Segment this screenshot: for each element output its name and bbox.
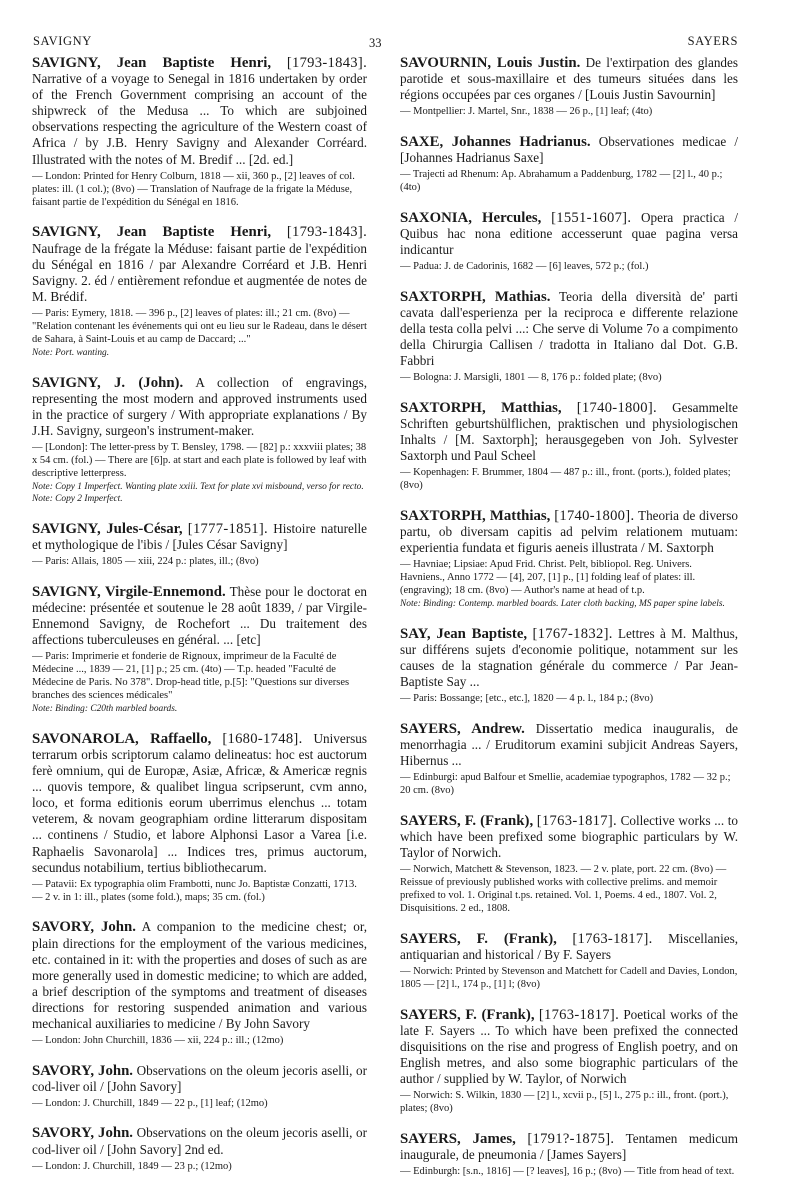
entry-title-line (32, 919, 367, 1032)
catalogue-entry (32, 584, 367, 716)
entry-imprint: — London: J. Churchill, 1849 — 23 p.; (12mo) (32, 1160, 232, 1172)
entry-title-line (32, 521, 367, 553)
entry-title: Thèse pour le doctorat en médecine: présentée et soutenue le 28 août 1839, / par Virgile-Ennemond Savigny, de Rochefort ... Du traitement des affections tuberculeuses en général. ... [etc] (32, 583, 367, 647)
entry-dates: [1763-1817]. (572, 930, 653, 947)
entry-heading: SAVORY, John. (32, 1125, 134, 1142)
entry-title-line (32, 224, 367, 304)
entry-title: Miscellanies, antiquarian and historical / By F. Sayers (400, 930, 738, 962)
catalogue-entry (400, 1007, 738, 1116)
entry-title-line (32, 1125, 367, 1157)
entry-imprint: — Edinburgi: apud Balfour et Smellie, academiae typographos, 1782 — 32 p.; 20 cm. (8vo) (400, 772, 731, 797)
entry-dates: [1767-1832]. (532, 625, 613, 642)
entry-title-line (400, 400, 738, 464)
entry-title: Lettres à M. Malthus, sur différens sujets d'economie politique, notamment sur les causes de la stagnation générale du commerce / Par Jean-Baptiste Say ... (400, 625, 738, 690)
entry-heading: SAVIGNY, J. (John). (32, 374, 184, 391)
entry-heading: SAVIGNY, Jean Baptiste Henri, (32, 55, 272, 71)
entry-title-line (400, 931, 738, 963)
catalogue-entry (32, 731, 367, 904)
entry-dates: [1791?-1875]. (527, 1130, 615, 1147)
entry-imprint: — Trajecti ad Rhenum: Ap. Abrahamum a Paddenburg, 1782 — [2] l., 40 p.; (4to) (400, 169, 723, 194)
entry-imprint: — Paris: Imprimerie et fonderie de Rignoux, imprimeur de la Faculté de Médecine ..., 1839 — 21, [1] p.; 25 cm. (4to) — T.p. headed "Faculté de Médecine de Paris. No 378". Drop-head title, p.[5]: "Questions sur diverses branches des sciences médicales" (32, 651, 350, 702)
catalogue-entry (32, 1063, 367, 1110)
entry-heading: SAY, Jean Baptiste, (400, 625, 528, 642)
entry-title-line (400, 813, 738, 861)
catalogue-entry (400, 134, 738, 194)
entry-title-line (400, 55, 738, 103)
running-head-right: SAYERS (687, 34, 738, 48)
entry-dates: [1793-1843]. (286, 55, 367, 71)
catalogue-entry (32, 1125, 367, 1172)
catalogue-entry (400, 289, 738, 385)
entry-heading: SAVIGNY, Jean Baptiste Henri, (32, 224, 272, 241)
catalogue-entry (400, 721, 738, 797)
entry-imprint: — Norwich: S. Wilkin, 1830 — [2] l., xcvii p., [5] l., 275 p.: ill., front. (port.), plates; (8vo) (400, 1090, 729, 1115)
entry-title: Gesammelte Schriften geburtshülflichen, praktischen und physiologischen Inhalts / [M. Saxtorph]; herausgegeben von Joh. Sylvester Saxtorph und Paul Scheel (400, 399, 738, 463)
entry-heading: SAYERS, F. (Frank), (400, 930, 557, 947)
entry-imprint: — Patavii: Ex typographia olim Frambotti, nunc Jo. Baptistæ Conzatti, 1713. — 2 v. in 1: ill., plates (some fold.), maps; 35 cm. (fol.) (32, 878, 357, 903)
entry-note: Note: Copy 1 Imperfect. Wanting plate xxiii. Text for plate xvi misbound, verso for recto. Note: Copy 2 Imperfect. (32, 482, 364, 505)
entry-title-line (400, 1007, 738, 1087)
entry-imprint: — Norwich: Printed by Stevenson and Matchett for Cadell and Davies, London, 1805 — [2] l., 174 p., [1] l; (8vo) (400, 966, 738, 991)
entry-heading: SAYERS, F. (Frank), (400, 812, 534, 829)
entry-heading: SAXONIA, Hercules, (400, 209, 542, 226)
entry-imprint: — Havniae; Lipsiae: Apud Frid. Christ. Pelt, bibliopol. Reg. Univers. Havniens., Anno 1772 — [4], 207, [1] p., [1] folding leaf of plates: ill. (engraving); 18 cm. (8vo) — Author's name at head of t.p. (400, 559, 696, 597)
running-head (33, 34, 738, 54)
entry-imprint: — Paris: Bossange; [etc., etc.], 1820 — 4 p. l., 184 p.; (8vo) (400, 693, 654, 705)
catalogue-entry (400, 508, 738, 611)
entry-heading: SAYERS, F. (Frank), (400, 1006, 535, 1023)
entry-heading: SAYERS, Andrew. (400, 720, 525, 737)
catalogue-entry (400, 55, 738, 118)
entry-title: Naufrage de la frégate la Méduse: faisant partie de l'expédition du Sénégal en 1816 / par Alexandre Corréard et J.B. Henri Savigny. 2. éd / entièrement refondue et augmentée de notes de M. Brédif. (32, 240, 367, 304)
catalogue-entry (32, 919, 367, 1047)
entry-title: Observations on the oleum jecoris aselli, or cod-liver oil / [John Savory] (32, 1062, 367, 1094)
entry-imprint: — London: J. Churchill, 1849 — 22 p., [1] leaf; (12mo) (32, 1097, 268, 1109)
right-column (400, 55, 738, 1194)
entry-title-line (400, 721, 738, 769)
entry-dates: [1763-1817]. (536, 812, 617, 829)
entry-imprint: — Paris: Eymery, 1818. — 396 p., [2] leaves of plates: ill.; 21 cm. (8vo) — "Relation contenant les événements qui ont eu lieu sur le Radeau, dans le désert de Sahara, à Saint-Louis et au camp de Daccard; ..." (32, 307, 367, 346)
entry-title-line (400, 210, 738, 258)
entry-title: Poetical works of the late F. Sayers ... To which have been prefixed the connected disquisitions on the rise and progress of English poetry, and on English metres, and also some biographic particulars of the author / supplied by W. Taylor, of Norwich (400, 1006, 738, 1087)
entry-title: Narrative of a voyage to Senegal in 1816 undertaken by order of the French Government comprising an account of the shipwreck of the Medusa ... To which are subjoined observations respecting the agriculture of the Western coast of Africa / by J.B. Henry Savigny and Alexander Corréard. Illustrated with the notes of M. Bredif ... [2d. ed.] (32, 71, 367, 167)
entry-title-line (32, 55, 367, 168)
entry-title: Dissertatio medica inauguralis, de menorrhagia ... / Eruditorum examini subjicit Andreas Sayers, Hibernus ... (400, 720, 738, 768)
catalogue-entry (32, 224, 367, 359)
catalogue-entry (400, 931, 738, 991)
entry-title: Opera practica / Quibus hac nona editione accesserunt quae pagina versa indicantur (400, 209, 738, 257)
entry-heading: SAXE, Johannes Hadrianus. (400, 133, 591, 150)
left-column (32, 55, 367, 1188)
catalogue-entry (400, 626, 738, 705)
entry-title-line (32, 1063, 367, 1095)
entry-dates: [1740-1800]. (554, 507, 635, 524)
entry-imprint: — Padua: J. de Cadorinis, 1682 — [6] leaves, 572 p.; (fol.) (400, 261, 649, 273)
entry-heading: SAVORY, John. (32, 919, 136, 936)
entry-imprint: — Montpellier: J. Martel, Snr., 1838 — 26 p., [1] leaf; (4to) (400, 106, 653, 118)
entry-title-line (400, 508, 738, 556)
entry-title: Histoire naturelle et mythologique de l'ibis / [Jules César Savigny] (32, 520, 367, 552)
entry-dates: [1740-1800]. (576, 399, 657, 416)
entry-imprint: — Paris: Allais, 1805 — xiii, 224 p.: plates, ill.; (8vo) (32, 556, 259, 568)
catalogue-entry (400, 210, 738, 273)
entry-heading: SAVOURNIN, Louis Justin. (400, 55, 581, 71)
entry-imprint: — Bologna: J. Marsigli, 1801 — 8, 176 p.: folded plate; (8vo) (400, 372, 662, 384)
entry-title: De l'extirpation des glandes parotide et sous-maxillaire et des tumeurs situées dans les régions occupées par ces organes / [Louis Justin Savournin] (400, 55, 738, 103)
entry-title-line (400, 626, 738, 690)
entry-note: Note: Port. wanting. (32, 348, 110, 359)
entry-heading: SAXTORPH, Matthias, (400, 399, 562, 416)
entry-imprint: — Norwich, Matchett & Stevenson, 1823. — 2 v. plate, port. 22 cm. (8vo) — Reissue of previously published works with collective prelims. and memoir prefixed to vol. 1. Original t.ps. retained. Vol. 1, Poems. 4 ed., 1807. Vol. 2, Disquisitions. 2 ed., 1808. (400, 864, 727, 915)
entry-title-line (400, 289, 738, 369)
entry-title: Observationes medicae / [Johannes Hadrianus Saxe] (400, 133, 738, 165)
entry-note: Note: Binding: Contemp. marbled boards. Later cloth backing, MS paper spine labels. (400, 599, 725, 610)
entry-title-line (400, 134, 738, 166)
entry-dates: [1763-1817]. (538, 1006, 620, 1023)
catalogue-entry (400, 813, 738, 916)
entry-title-line (400, 1131, 738, 1163)
entry-heading: SAVORY, John. (32, 1062, 134, 1079)
entry-heading: SAVONAROLA, Raffaello, (32, 730, 212, 747)
entry-heading: SAVIGNY, Virgile-Ennemond. (32, 583, 226, 600)
entry-dates: [1551-1607]. (551, 209, 632, 226)
entry-title: A companion to the medicine chest; or, plain directions for the employment of the various medicines, etc. contained in it: with the properties and doses of such as are more generally used in domestic medicine; to which are added, a brief description of the symptoms and treatment of diseases directions for restoring suspended animation and various mechanical auxiliaries to medicine / By John Savory (32, 919, 367, 1031)
catalogue-entry (32, 521, 367, 568)
entry-imprint: — London: Printed for Henry Colburn, 1818 — xii, 360 p., [2] leaves of col. plates: ill. (1 col.); (8vo) — Translation of Naufrage de la frigate la Méduse, faisant partie de l'expédition du Sénégal en 1816. (32, 170, 355, 208)
catalogue-entry (32, 375, 367, 506)
entry-title: Universus terrarum orbis scriptorum calamo delineatus: hoc est auctorum ferè omnium, qui de Europæ, Asiæ, Africæ, & Americæ regnis ... quovis tempore, & qualibet lingua scripserunt, cvm anno, loco, et forma editionis eorum uberrimus elenchus ... totam veterem, & novam geographiam ordine litterarum dispositam ... continens / Studio, et labore Alphonsi Lasor a Varea [i.e. Raphaelis Savonarola] ... Indices tres, primus auctorum, secundus notabilium, tertius bibliothecarum. (32, 730, 367, 875)
entry-heading: SAXTORPH, Matthias, (400, 507, 551, 524)
entry-dates: [1777-1851]. (187, 520, 268, 537)
entry-note: Note: Binding: C20th marbled boards. (32, 704, 178, 715)
entry-dates: [1680-1748]. (222, 730, 303, 747)
entry-title: Collective works ... to which have been prefixed some biographic particulars by W. Taylor of Norwich. (400, 812, 738, 860)
entry-title: A collection of engravings, representing the most modern and approved instruments used in the practice of surgery / With appropriate explanations / By J.H. Savigny, surgeon's instrument-maker. (32, 374, 367, 438)
entry-imprint: — London: John Churchill, 1836 — xii, 224 p.: ill.; (12mo) (32, 1035, 284, 1047)
catalogue-entry (400, 400, 738, 493)
entry-title: Theoria de diverso partu, ob diversam capitis ad pelvim relationem mutuam: experientia fundata et figuris aeneis illustrata / M. Saxtorph (400, 507, 738, 555)
entry-imprint: — Kopenhagen: F. Brummer, 1804 — 487 p.: ill., front. (ports.), folded plates; (8vo) (400, 467, 731, 492)
entry-heading: SAXTORPH, Mathias. (400, 288, 551, 305)
entry-title-line (32, 731, 367, 876)
catalogue-entry (400, 1131, 738, 1178)
entry-title: Observations on the oleum jecoris aselli, or cod-liver oil / [John Savory] 2nd ed. (32, 1125, 367, 1157)
entry-title: Tentamen medicum inaugurale, de pneumonia / [James Sayers] (400, 1130, 738, 1163)
entry-title-line (32, 584, 367, 648)
entry-dates: [1793-1843]. (286, 224, 367, 241)
entry-heading: SAYERS, James, (400, 1130, 516, 1147)
entry-title-line (32, 375, 367, 439)
entry-heading: SAVIGNY, Jules-César, (32, 520, 183, 537)
catalogue-entry (32, 55, 367, 209)
entry-imprint: — Edinburgh: [s.n., 1816] — [? leaves], 16 p.; (8vo) — Title from head of text. (400, 1166, 735, 1178)
running-head-left: SAVIGNY (33, 34, 92, 48)
entry-imprint: — [London]: The letter-press by T. Bensley, 1798. — [82] p.: xxxviii plates; 38 x 54 cm. (fol.) — There are [6]p. at start and each plate is followed by leaf with descriptive letterpress. (32, 442, 367, 480)
entry-title: Teoria della diversità de' parti cavata dall'esperienza per la reciproca e differente relazione della testa colla pelvi ...: Che serve di Volume 7o a compimento della Chirurgia Callisen / tradotta in Italiano dal Dot. G.B. Fabbri (400, 288, 738, 368)
page-number: 33 (369, 36, 382, 50)
